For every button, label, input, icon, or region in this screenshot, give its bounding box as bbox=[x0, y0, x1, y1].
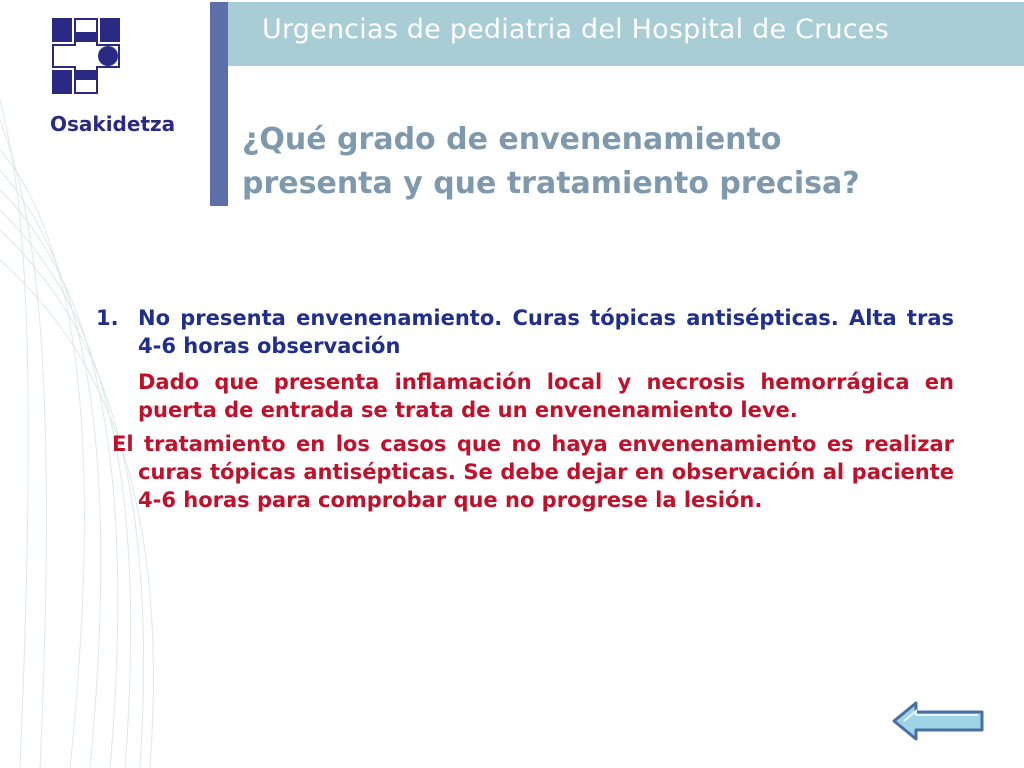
list-item-text: No presenta envenenamiento. Curas tópicas antisépticas. Alta tras 4-6 horas observación bbox=[138, 306, 954, 358]
treatment-paragraph: El tratamiento en los casos que no haya envenenamiento es realizar curas tópicas antisépticas. Se debe dejar en observación al paciente 4-6 horas para comprobar que no progrese la lesión. bbox=[112, 432, 954, 512]
osakidetza-logo-icon bbox=[52, 18, 120, 94]
accent-bar bbox=[210, 2, 228, 206]
list-item-number: 1. bbox=[96, 306, 119, 330]
brand-name: Osakidetza bbox=[50, 112, 176, 136]
list-item bbox=[96, 304, 954, 360]
back-button[interactable] bbox=[890, 700, 986, 742]
slide-title: ¿Qué grado de envenenamiento presenta y que tratamiento precisa? bbox=[242, 122, 860, 201]
explanation-paragraph: Dado que presenta inflamación local y necrosis hemorrágica en puerta de entrada se trata de un envenenamiento leve. bbox=[138, 370, 954, 422]
slide-content bbox=[96, 304, 954, 514]
left-arrow-icon bbox=[894, 703, 982, 739]
header-title: Urgencias de pediatria del Hospital de Cruces bbox=[262, 14, 889, 45]
